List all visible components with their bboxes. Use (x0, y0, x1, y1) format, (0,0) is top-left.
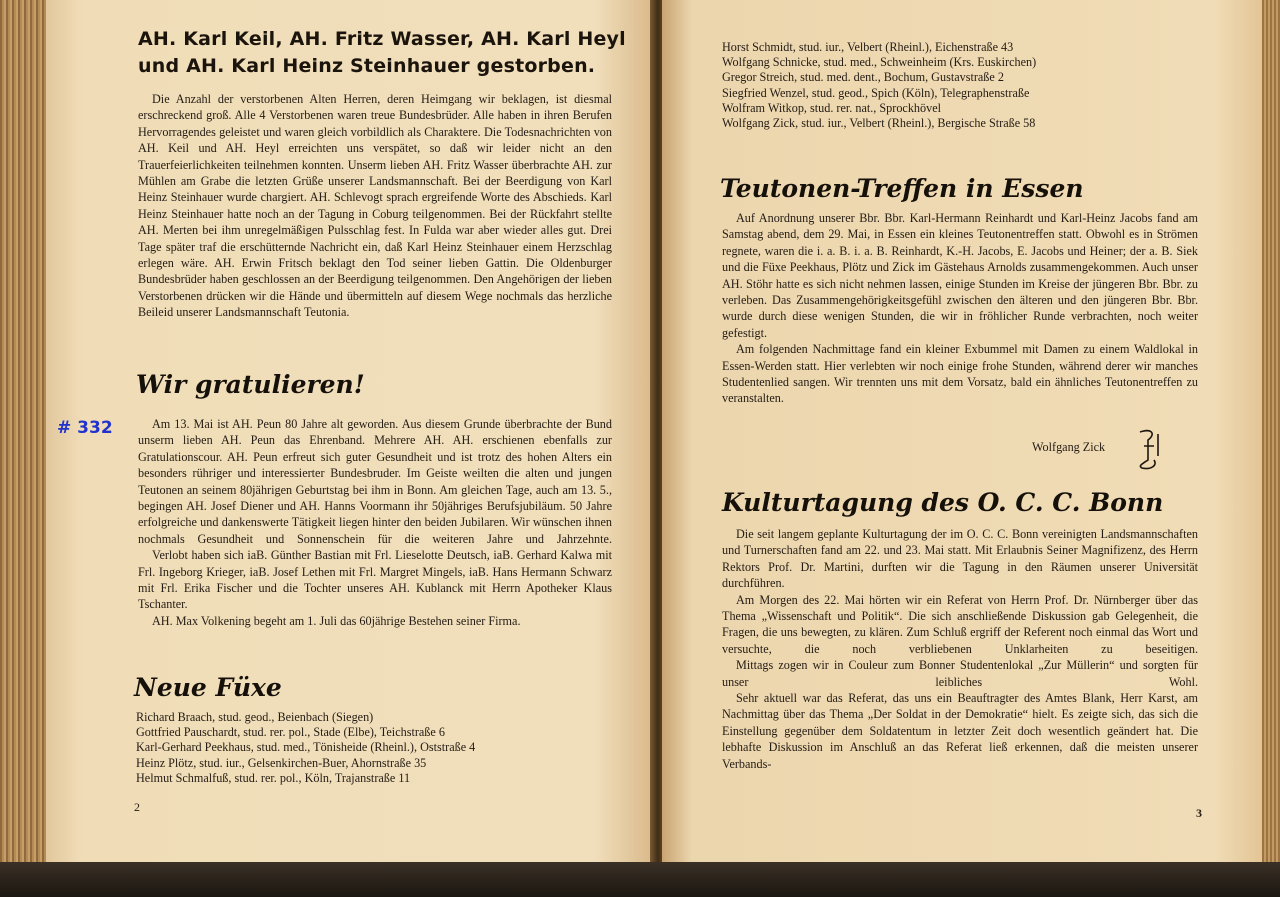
fuexe-list (136, 710, 475, 786)
page-number-right: 3 (1196, 806, 1202, 820)
list-item: Gottfried Pauschardt, stud. rer. pol., Stade (Elbe), Teichstraße 6 (136, 725, 445, 740)
kultur-paragraph-2: Am Morgen des 22. Mai hörten wir ein Referat von Herrn Prof. Dr. Nürnberger über das Thema „Wissenschaft und Politik“. Die sich anschließende Diskussion gab Gelegenheit, die Fragen, die uns bewegten, zu klären. Zum Schluß ergriff der Referent noch einmal das Wort und versuchte, die noch verbliebenen Unklarheiten zu beseitigen. (722, 592, 1198, 656)
congrats-paragraph-1: Am 13. Mai ist AH. Peun 80 Jahre alt geworden. Aus diesem Grunde überbrachte der Bund unserm lieben AH. Peun das Ehrenband. Mehrere AH. AH. erschienen ebenfalls zur Gratulationscour. AH. Peun erfreut sich guter Gesundheit und ist trotz des hohen Alters ein besonders rühriger und interessierter Bundesbruder. Im Geiste weilten die alten und jungen Teutonen an seinem 80jährigen Geburtstag bei ihm in Bonn. Am gleichen Tage, auch am 13. 5., begingen AH. Josef Diener und AH. Hanns Voormann ihr 50jähriges Berufsjubiläum. 50 Jahre erfolgreiche und dankenswerte Tätigkeit liegen hinter den beiden Jubilaren. Wir wünschen ihnen nochmals Gesundheit und Sonnenschein für die weiteren Jahre und Jahrzehnte. (138, 417, 612, 546)
obituary-heading-line1: AH. Karl Keil, AH. Fritz Wasser, AH. Karl Heyl (138, 28, 626, 50)
list-item: Siegfried Wenzel, stud. geod., Spich (Köln), Telegraphenstraße (722, 85, 1030, 100)
right-page (662, 0, 1262, 862)
fuexe-heading: Neue Füxe (134, 673, 282, 702)
kultur-paragraph-1: Die seit langem geplante Kulturtagung der im O. C. C. Bonn vereinigten Landsmannschaften und Turnerschaften fand am 22. und 23. Mai statt. Mit Erlaubnis Seiner Magnifizenz, des Herrn Rektors Prof. Dr. Martini, durften wir die Tagung in den Räumen unserer Universität durchführen. (722, 527, 1198, 591)
list-item: Wolfgang Schnicke, stud. med., Schweinheim (Krs. Euskirchen) (722, 55, 1037, 70)
congrats-paragraph-3: AH. Max Volkening begeht am 1. Juli das 60jährige Bestehen seiner Firma. (152, 613, 521, 628)
annotation-marker: # 332 (57, 418, 113, 438)
kultur-heading: Kulturtagung des O. C. C. Bonn (722, 488, 1164, 517)
page-edges-right (1262, 0, 1280, 862)
signature-name: Wolfgang Zick (1032, 440, 1106, 454)
page-edges-left (0, 0, 46, 862)
list-item: Horst Schmidt, stud. iur., Velbert (Rheinl.), Eichenstraße 43 (722, 40, 1014, 54)
congrats-paragraph-2: Verlobt haben sich iaB. Günther Bastian mit Frl. Lieselotte Deutsch, iaB. Gerhard Kalwa mit Frl. Ingeborg Krieger, iaB. Josef Lethen mit Frl. Margret Mingels, iaB. Hans Hermann Schwarz mit Frl. Erika Fischer und die Tochter unseres AH. Kublanck mit Herrn Apotheker Klaus Tschanter. (138, 548, 612, 612)
left-page (46, 0, 654, 862)
obituary-paragraph: Die Anzahl der verstorbenen Alten Herren, deren Heimgang wir beklagen, ist diesmal erschreckend groß. Alle 4 Verstorbenen waren treue Bundesbrüder. Alle haben in ihren Berufen Hervorragendes geleistet und waren gleich vorbildlich als Charaktere. Die Todesnachrichten von AH. Keil und AH. Heyl erreichten uns verspätet, so daß wir leider nicht an den Trauerfeierlichkeiten teilnehmen konnten. Unserm lieben AH. Fritz Wasser überbrachte AH. zur Mühlen am Grabe die letzten Grüße unserer Landsmannschaft. Bei der Beerdigung von Karl Heinz Steinhauer wurde chargiert. AH. Schlevogt sprach ergreifende Worte des Abschieds. Karl Heinz Steinhauer hatte noch an der Tagung in Coburg teilgenommen. Bei der Rückfahrt stellte AH. Merten bei ihm unregelmäßigen Pulsschlag fest. In Fulda war aber wieder alles gut. Drei Tage später traf die erschütternde Nachricht ein, daß Karl Heinz Steinhauer einem Herzschlag erlegen wäre. AH. Erwin Fritsch beklagt den Tod seiner lieben Gattin. Die Oldenburger Bundesbrüder haben geschlossen an der Beerdigung teilgenommen. Den Angehörigen der lieben Verstorbenen drücken wir die Hände und übermitteln auf diesem Wege nochmals das herzliche Beileid unserer Landsmannschaft Teutonia. (138, 92, 612, 320)
list-item: Richard Braach, stud. geod., Beienbach (Siegen) (136, 710, 374, 724)
kultur-text (722, 526, 1198, 772)
kultur-paragraph-4: Sehr aktuell war das Referat, das uns ein Beauftragter des Amtes Blank, Herr Karst, am Nachmittag über das Thema „Der Soldat in der Demokratie“ hielt. Es zeigte sich, das sich die Einstellung gegenüber dem Soldatentum in letzter Zeit doch wesentlich geändert hat. Die lebhafte Diskussion im Anschluß an das Referat ließ erkennen, daß die meisten unserer Verbands- (722, 691, 1198, 771)
treffen-paragraph-1: Auf Anordnung unserer Bbr. Bbr. Karl-Hermann Reinhardt und Karl-Heinz Jacobs fand am Samstag abend, dem 29. Mai, in Essen ein kleines Teutonentreffen statt. Obwohl es in Strömen regnete, waren die i. a. B. i. a. B. Reinhardt, K.-H. Jacobs, E. Jacobs und Heiner; der a. B. Siek und die Füxe Peekhaus, Plötz und Zick im Gästehaus Arnolds zusammengekommen. Auch unser AH. Stöhr hatte es sich nicht nehmen lassen, einige Stunden im Kreise der jüngeren Bbr. Bbr. zu verleben. Das Zusammengehörigkeitsgefühl zwischen den älteren und den jüngeren Bbr. Bbr. wurde durch diese wenigen Stunden, die wir in fröhlicher Runde verbrachten, noch weiter gefestigt. (722, 211, 1198, 340)
obituary-heading-line2: und AH. Karl Heinz Steinhauer gestorben. (138, 55, 596, 77)
scanner-bottom-strip (0, 862, 1280, 897)
fuexe-list-continued (722, 40, 1036, 131)
list-item: Karl-Gerhard Peekhaus, stud. med., Tönisheide (Rheinl.), Oststraße 4 (136, 740, 476, 755)
treffen-paragraph-2: Am folgenden Nachmittage fand ein kleiner Exbummel mit Damen zu einem Waldlokal in Essen-Werden statt. Hier verlebten wir noch einige frohe Stunden, während derer wir manches Studentenlied sangen. Wir trennten uns mit dem Vorsatz, bald ein ähnliches Teutonentreffen zu veranstalten. (722, 342, 1198, 406)
list-item: Helmut Schmalfuß, stud. rer. pol., Köln, Trajanstraße 11 (136, 770, 411, 785)
treffen-text (722, 210, 1198, 407)
list-item: Wolfram Witkop, stud. rer. nat., Sprockhövel (722, 100, 941, 115)
obituary-text (138, 91, 612, 321)
list-item: Heinz Plötz, stud. iur., Gelsenkirchen-Buer, Ahornstraße 35 (136, 755, 427, 770)
list-item: Wolfgang Zick, stud. iur., Velbert (Rheinl.), Bergische Straße 58 (722, 116, 1036, 131)
treffen-heading: Teutonen-Treffen in Essen (720, 174, 1084, 203)
list-item: Gregor Streich, stud. med. dent., Bochum, Gustavstraße 2 (722, 70, 1004, 85)
signature-monogram-icon (1132, 426, 1166, 472)
page-number-left: 2 (134, 800, 140, 814)
congrats-text (138, 416, 612, 629)
kultur-paragraph-3: Mittags zogen wir in Couleur zum Bonner Studentenlokal „Zur Müllerin“ und sorgten für unser leibliches Wohl. (722, 658, 1198, 689)
congrats-heading: Wir gratulieren! (136, 370, 365, 399)
